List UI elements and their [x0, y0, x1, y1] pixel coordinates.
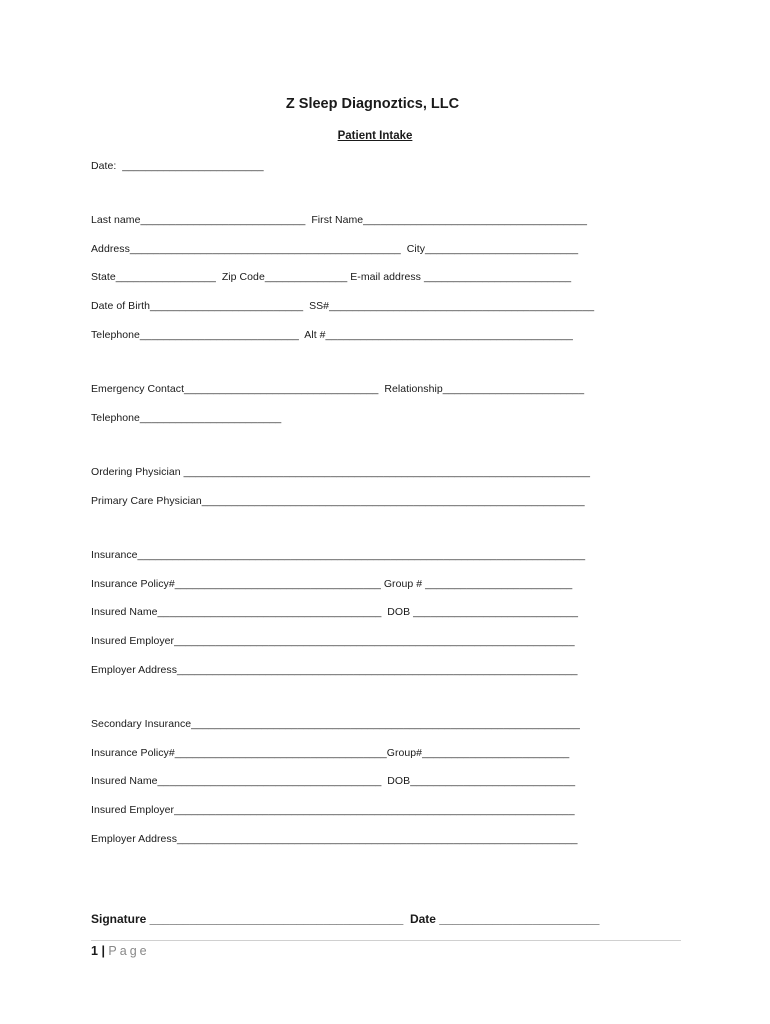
footer-divider: [91, 940, 681, 941]
page-title: Z Sleep Diagnoztics, LLC: [285, 96, 460, 112]
insurance-policy-group-fields[interactable]: Insurance Policy#___________________________________ Group # _________________________: [91, 578, 573, 590]
secondary-insured-name-dob-fields[interactable]: Insured Name______________________________________ DOB____________________________: [91, 775, 576, 787]
telephone-fields[interactable]: Telephone___________________________ Alt #__________________________________________: [91, 329, 573, 341]
secondary-insured-employer-field[interactable]: Insured Employer____________________________________________________________________: [91, 804, 575, 816]
secondary-insurance-field[interactable]: Secondary Insurance__________________________________________________________________: [91, 718, 580, 730]
page-footer: [91, 944, 150, 958]
insurance-field[interactable]: Insurance____________________________________________________________________________: [91, 549, 586, 561]
state-zip-email-fields[interactable]: State_________________ Zip Code______________ E-mail address _________________________: [91, 271, 572, 283]
name-fields[interactable]: Last name____________________________ First Name______________________________________: [91, 214, 587, 226]
emergency-contact-fields[interactable]: Emergency Contact_________________________________ Relationship________________________: [91, 383, 585, 395]
page-number: 1: [91, 944, 98, 958]
page-separator: |: [101, 944, 105, 958]
ordering-physician-field[interactable]: Ordering Physician _____________________________________________________________________: [91, 466, 590, 478]
secondary-employer-address-field[interactable]: Employer Address____________________________________________________________________: [91, 833, 578, 845]
dob-ssn-fields[interactable]: Date of Birth__________________________ SS#_____________________________________________: [91, 300, 595, 312]
insured-name-dob-fields[interactable]: Insured Name______________________________________ DOB ____________________________: [91, 606, 579, 618]
insured-employer-field[interactable]: Insured Employer____________________________________________________________________: [91, 635, 575, 647]
emergency-telephone-field[interactable]: Telephone________________________: [91, 412, 282, 424]
secondary-policy-group-fields[interactable]: Insurance Policy#____________________________________Group#_________________________: [91, 747, 570, 759]
page-label: Page: [108, 944, 150, 958]
form-subtitle: Patient Intake: [337, 130, 413, 142]
address-fields[interactable]: Address______________________________________________ City__________________________: [91, 243, 579, 255]
signature-date-fields[interactable]: Signature ______________________________________ Date ________________________: [91, 912, 600, 926]
primary-physician-field[interactable]: Primary Care Physician_________________________________________________________________: [91, 495, 585, 507]
employer-address-field[interactable]: Employer Address____________________________________________________________________: [91, 664, 578, 676]
date-field[interactable]: Date: ________________________: [91, 160, 264, 172]
